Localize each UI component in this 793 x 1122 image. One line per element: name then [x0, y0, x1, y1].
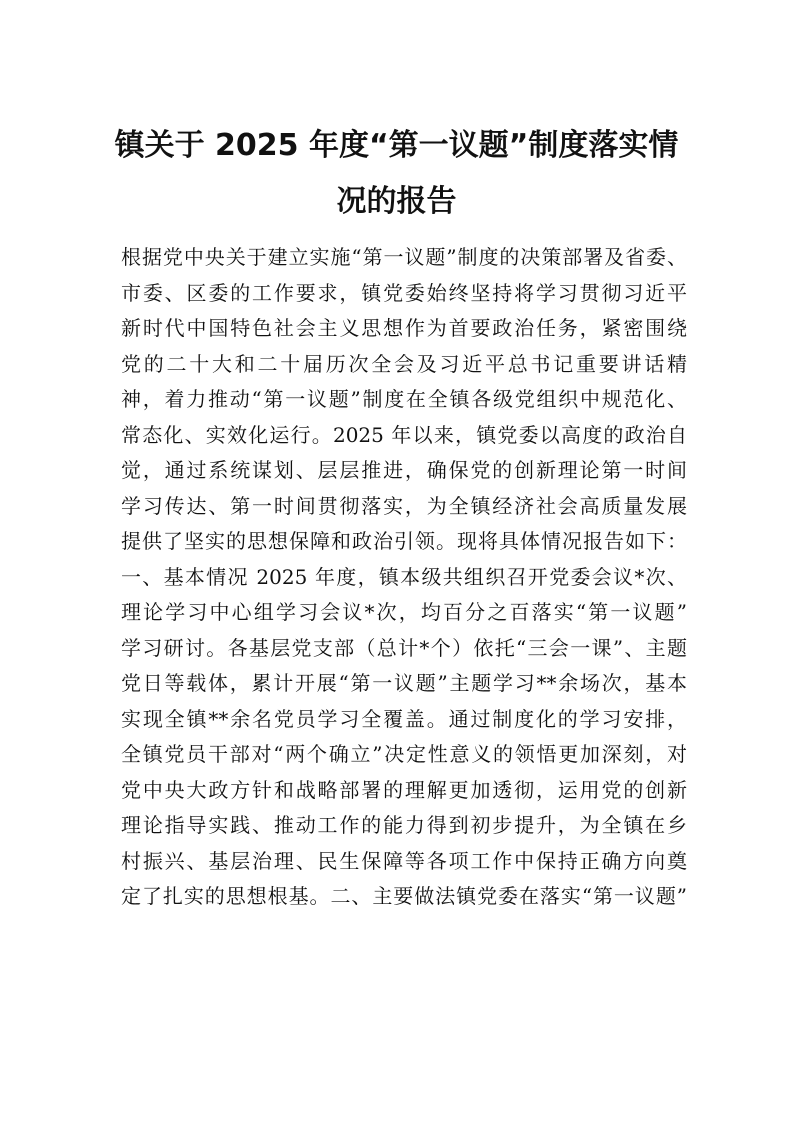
body-line: 实现全镇**余名党员学习全覆盖。通过制度化的学习安排， [121, 706, 687, 731]
body-line: 神，着力推动“第一议题”制度在全镇各级党组织中规范化、 [121, 387, 687, 411]
document-body [121, 240, 687, 915]
body-line: 学习传达、第一时间贯彻落实，为全镇经济社会高质量发展 [121, 493, 687, 518]
body-line: 根据党中央关于建立实施“第一议题”制度的决策部署及省委、 [121, 245, 687, 269]
title-line-1: 镇关于 2025 年度“第一议题”制度落实情 [114, 128, 679, 163]
body-line: 村振兴、基层治理、民生保障等各项工作中保持正确方向奠 [121, 848, 687, 873]
body-line: 市委、区委的工作要求，镇党委始终坚持将学习贯彻习近平 [121, 280, 687, 305]
body-line: 一、基本情况 2025 年度，镇本级共组织召开党委会议*次、 [121, 564, 687, 589]
body-line: 提供了坚实的思想保障和政治引领。现将具体情况报告如下： [121, 529, 687, 553]
body-line: 党的二十大和二十届历次全会及习近平总书记重要讲话精 [121, 351, 687, 376]
document-title [60, 118, 733, 230]
body-line: 常态化、实效化运行。2025 年以来，镇党委以高度的政治自 [121, 422, 687, 447]
body-line: 学习研讨。各基层党支部（总计*个）依托“三会一课”、主题 [121, 635, 687, 660]
body-line: 党中央大政方针和战略部署的理解更加透彻，运用党的创新 [121, 777, 687, 802]
body-line: 定了扎实的思想根基。二、主要做法镇党委在落实“第一议题” [121, 884, 687, 908]
body-line: 全镇党员干部对“两个确立”决定性意义的领悟更加深刻，对 [121, 742, 687, 766]
body-line: 新时代中国特色社会主义思想作为首要政治任务，紧密围绕 [121, 316, 687, 340]
body-line: 党日等载体，累计开展“第一议题”主题学习**余场次，基本 [121, 671, 687, 695]
body-line: 理论学习中心组学习会议*次，均百分之百落实“第一议题” [121, 600, 687, 624]
body-line: 理论指导实践、推动工作的能力得到初步提升，为全镇在乡 [121, 813, 687, 837]
body-line: 觉，通过系统谋划、层层推进，确保党的创新理论第一时间 [121, 458, 687, 482]
title-line-2: 况的报告 [336, 184, 457, 219]
